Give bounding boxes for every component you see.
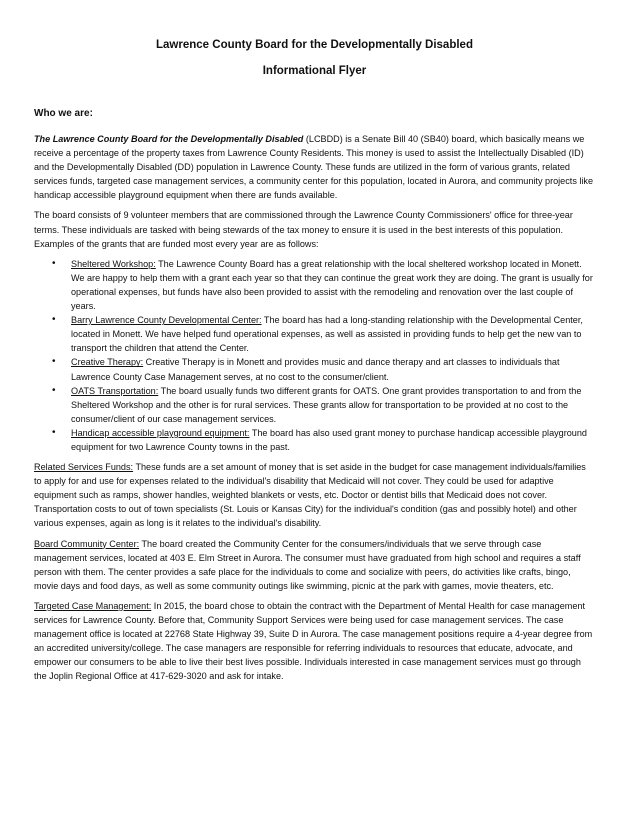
grant-text: The Lawrence County Board has a great relationship with the local sheltered workshop located in Monett. We are happy to help them with a grant each year so that they can continue the great work they are doing. The grant is usually for operational expenses, but funds have also been provided to assist with the remodeling and renovation over the last couple of years. xyxy=(71,258,593,312)
section-label: Related Services Funds: xyxy=(34,462,134,473)
section-text: These funds are a set amount of money that is set aside in the budget for case management individuals/families to apply for and use for expenses related to the individual's disability that Medicaid will not cover. They could be used for adaptive equipment such as ramps, shower handles, weighted blankets or vests, etc. Doctor or dentist bills that Medicaid does not cover. Transportation costs to out of town specialists (St. Louis or Kansas City) for the individual's condition (gas and possibly hotel) and other various expenses, again as long is it relates to the individual's disability. xyxy=(34,462,586,529)
grant-text: Creative Therapy is in Monett and provides music and dance therapy and art classes to individuals that Lawrence County Case Management serves, at no cost to the consumer/client. xyxy=(71,357,560,382)
page-title: Lawrence County Board for the Developmentally Disabled xyxy=(156,39,473,51)
board-paragraph: The board consists of 9 volunteer members that are commissioned through the Lawrence County Commissioners' office for three-year terms. These individuals are tasked with being stewards of the tax money to ensure it is used in the best interests of this population. Examples of the grants that are funded most every year are as follows: xyxy=(34,210,573,249)
grant-label: Creative Therapy: xyxy=(71,357,144,368)
grant-label: Sheltered Workshop: xyxy=(71,258,156,269)
bullet-icon: • xyxy=(52,356,56,368)
bullet-icon: • xyxy=(52,426,56,438)
related-services-section xyxy=(34,460,595,530)
grant-item-sheltered-workshop xyxy=(52,257,595,313)
section-label: Board Community Center: xyxy=(34,538,140,549)
grant-item-creative-therapy xyxy=(52,355,595,383)
bullet-icon: • xyxy=(52,384,56,396)
case-management-section xyxy=(34,599,595,684)
grant-text: The board has also used grant money to purchase handicap accessible playground equipment for two Lawrence County towns in the past. xyxy=(71,427,587,452)
page-subtitle: Informational Flyer xyxy=(262,65,367,77)
who-we-are-heading: Who we are: xyxy=(34,108,93,119)
grant-text: The board usually funds two different grants for OATS. One grant provides transportation to and from the Sheltered Workshop and the other is for rural services. These grants allow for transportation to be provided at no cost to the consumer/client of our case management services. xyxy=(71,385,582,424)
grant-item-playground-equipment xyxy=(52,426,595,454)
community-center-section xyxy=(34,537,595,593)
section-text: The board created the Community Center for the consumers/individuals that we serve through case management services, located at 403 E. Elm Street in Aurora. The consumer must have graduated from high school and requires a staff person with them. The center provides a safe place for the individuals to come and socialize with peers, do activities like crafts, bingo, movie days and food days, as well as some community outings like swimming, picnic at the park with games, movie theaters, etc. xyxy=(34,538,581,591)
intro-lead: The Lawrence County Board for the Developmentally Disabled xyxy=(34,134,304,144)
section-label: Targeted Case Management: xyxy=(34,600,152,611)
grant-item-oats-transportation xyxy=(52,384,595,426)
grant-label: OATS Transportation: xyxy=(71,385,159,396)
grant-label: Handicap accessible playground equipment: xyxy=(71,427,250,438)
grants-list xyxy=(34,257,595,454)
bullet-icon: • xyxy=(52,314,56,326)
grant-label: Barry Lawrence County Developmental Center: xyxy=(71,315,262,326)
grant-item-developmental-center xyxy=(52,313,595,355)
section-text: In 2015, the board chose to obtain the contract with the Department of Mental Health for case management services for Lawrence County. Before that, Community Support Services were being used for case management services. The case management office is located at 22768 State Highway 39, Suite D in Aurora. The case management positions require a 4-year degree from an accredited university/college. The case managers are responsible for referring individuals to resources that educate, advocate, and empower our consumers to be able to live their best lives possible. Individuals interested in case management services must go through the Joplin Regional Office at 417-629-3020 and ask for intake. xyxy=(34,600,593,682)
bullet-icon: • xyxy=(52,257,56,269)
intro-paragraph xyxy=(34,132,595,202)
intro-text: (LCBDD) is a Senate Bill 40 (SB40) board, which basically means we receive a percentage of the property taxes from Lawrence County Residents. This money is used to assist the Intellectually Disabled (ID) and the Developmentally Disabled (DD) population in Lawrence County. These funds are utilized in the form of various grants, related services funds, targeted case management services, a community center for this population, located in Aurora, and community projects like handicap accessible playground equipment when there are funds available. xyxy=(34,134,594,201)
grant-text: The board has had a long-standing relationship with the Developmental Center, located in Monett. We have helped fund operational expenses, as well as assisted in providing funds to help get the new van to transport the children that attend the Center. xyxy=(71,315,583,354)
